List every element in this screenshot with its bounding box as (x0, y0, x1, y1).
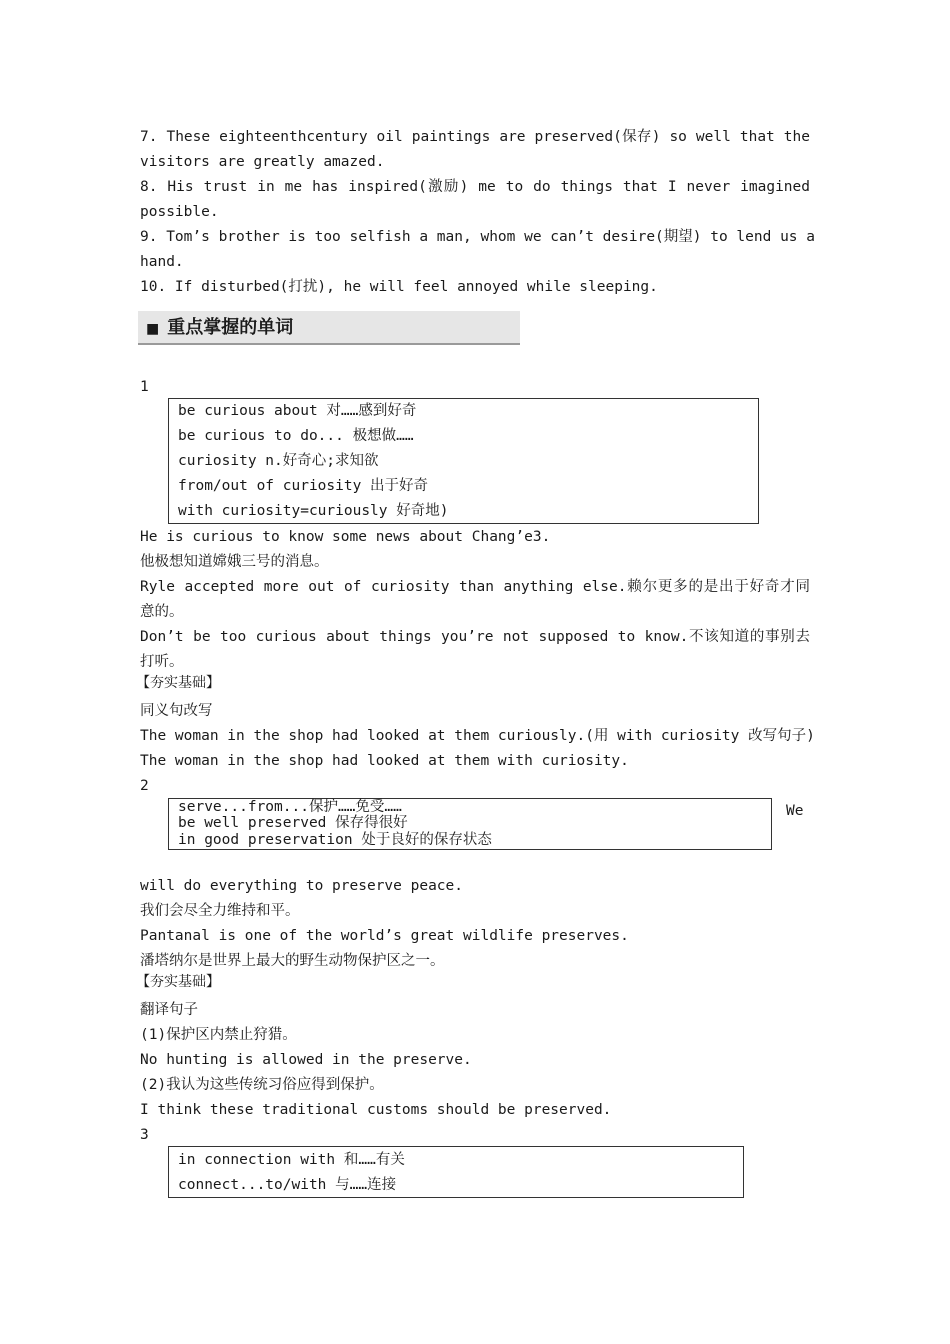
wrapped-word: We (786, 803, 804, 819)
example-translation: 他极想知道嫦娥三号的消息。 (140, 554, 329, 570)
word-3-number: 3 (140, 1127, 149, 1143)
phrase-box-line: be well preserved 保存得很好 (178, 815, 408, 831)
section-title: 重点掌握的单词 (167, 317, 294, 338)
phrase-box-line: be curious about 对……感到好奇 (178, 403, 417, 419)
example-sentence: Don’t be too curious about things you’re not supposed to know.不该知道的事别去 (140, 629, 810, 645)
sentence-7-line-2: visitors are greatly amazed. (140, 154, 385, 170)
word-1-number: 1 (140, 379, 149, 395)
sentence-8-line-2: possible. (140, 204, 219, 220)
example-translation: 潘塔纳尔是世界上最大的野生动物保护区之一。 (140, 953, 445, 969)
sentence-7-line-1: 7. These eighteenthcentury oil paintings are preserved(保存) so well that the (140, 129, 810, 145)
sentence-8-line-1: 8. His trust in me has inspired(激励) me to do things that I never imagined (140, 179, 810, 195)
exercise-answer: I think these traditional customs should be preserved. (140, 1102, 612, 1118)
exercise-question: (1)保护区内禁止狩猎。 (140, 1027, 297, 1043)
example-sentence: will do everything to preserve peace. (140, 878, 464, 894)
example-sentence: 意的。 (140, 604, 184, 620)
exercise-question: (2)我认为这些传统习俗应得到保护。 (140, 1077, 384, 1093)
sentence-9-line-1: 9. Tom’s brother is too selfish a man, whom we can’t desire(期望) to lend us a (140, 229, 816, 245)
phrase-box-line: curiosity n.好奇心;求知欲 (178, 453, 379, 469)
practice-tag: 【夯实基础】 (136, 675, 220, 691)
word-2-phrase-box (168, 798, 772, 850)
exercise-question: The woman in the shop had looked at them curiously.(用 with curiosity 改写句子) (140, 728, 815, 744)
word-2-number: 2 (140, 778, 149, 794)
section-heading (138, 311, 520, 345)
practice-tag: 【夯实基础】 (136, 974, 220, 990)
word-1-phrase-box (168, 398, 759, 524)
exercise-title: 翻译句子 (140, 1002, 198, 1018)
sentence-10: 10. If disturbed(打扰), he will feel annoyed while sleeping. (140, 279, 658, 295)
phrase-box-line: with curiosity=curiously 好奇地) (178, 503, 449, 519)
example-sentence: 打听。 (140, 654, 184, 670)
phrase-box-line: serve...from...保护……免受…… (178, 799, 402, 815)
phrase-box-line: connect...to/with 与……连接 (178, 1177, 397, 1193)
phrase-box-line: be curious to do... 极想做…… (178, 428, 414, 444)
square-bullet-icon: ■ (146, 321, 160, 337)
phrase-box-line: in connection with 和……有关 (178, 1152, 405, 1168)
example-sentence: Pantanal is one of the world’s great wildlife preserves. (140, 928, 629, 944)
example-sentence: He is curious to know some news about Chang’e3. (140, 529, 551, 545)
exercise-answer: No hunting is allowed in the preserve. (140, 1052, 472, 1068)
phrase-box-line: in good preservation 处于良好的保存状态 (178, 832, 492, 848)
exercise-answer: The woman in the shop had looked at them with curiosity. (140, 753, 629, 769)
sentence-9-line-2: hand. (140, 254, 184, 270)
example-translation: 我们会尽全力维持和平。 (140, 903, 300, 919)
exercise-title: 同义句改写 (140, 703, 213, 719)
phrase-box-line: from/out of curiosity 出于好奇 (178, 478, 429, 494)
example-sentence: Ryle accepted more out of curiosity than anything else.赖尔更多的是出于好奇才同 (140, 579, 810, 595)
word-3-phrase-box (168, 1146, 744, 1198)
